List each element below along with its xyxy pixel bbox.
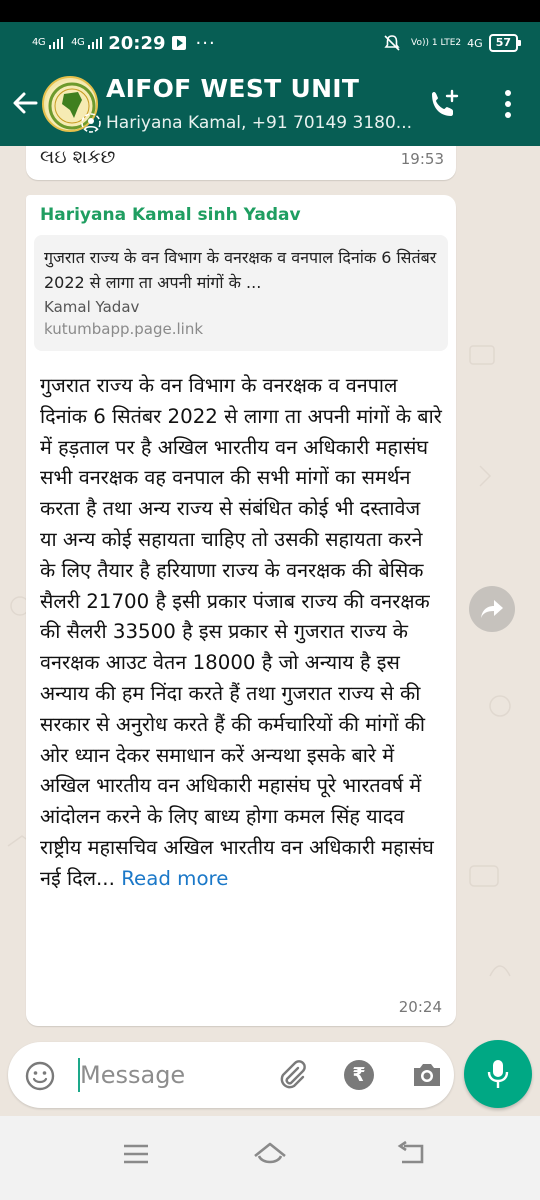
- message-sender[interactable]: Hariyana Kamal sinh Yadav: [40, 205, 301, 225]
- chat-subtitle: Hariyana Kamal, +91 70149 3180...: [106, 113, 412, 133]
- read-more-link[interactable]: Read more: [121, 866, 229, 890]
- signal-bars-icon: [88, 37, 104, 49]
- mute-icon: [383, 34, 401, 52]
- link-preview-url: kutumbapp.page.link: [44, 320, 204, 338]
- media-notification-icon: [172, 36, 186, 50]
- message-composer: [8, 1042, 454, 1108]
- mic-icon: [486, 1058, 510, 1090]
- chat-area[interactable]: [0, 146, 540, 1040]
- back-icon[interactable]: [392, 1136, 432, 1172]
- message-body: [40, 371, 442, 895]
- forward-button[interactable]: [469, 586, 515, 632]
- chat-subtitle-row[interactable]: [80, 112, 412, 134]
- chat-header: [0, 64, 540, 146]
- signal-2: 4G: [71, 37, 85, 48]
- message-input[interactable]: [80, 1056, 260, 1094]
- chat-title[interactable]: AIFOF WEST UNIT: [106, 74, 360, 103]
- emoji-icon[interactable]: [24, 1060, 56, 1092]
- message-time: 20:24: [398, 998, 442, 1016]
- link-preview-title: गुजरात राज्य के वन विभाग के वनरक्षक व वनपाल दिनांक 6 सितंबर 2022 से लागा ता अपनी मांगों के ...: [44, 248, 437, 292]
- previous-message-time: 19:53: [400, 150, 444, 168]
- back-arrow-icon[interactable]: [10, 88, 40, 118]
- message-bubble[interactable]: [26, 195, 456, 1026]
- previous-message-text: લઇ શકછ: [40, 146, 116, 168]
- network-type: 4G: [467, 36, 483, 50]
- volte-indicator: Vo)) 1 LTE2: [411, 37, 462, 48]
- previous-message-bubble[interactable]: [26, 146, 456, 180]
- signal-1: 4G: [32, 37, 46, 48]
- link-preview-author: Kamal Yadav: [44, 298, 140, 316]
- add-call-icon[interactable]: [428, 88, 460, 120]
- recents-icon[interactable]: [116, 1136, 156, 1172]
- system-nav-bar: [0, 1116, 540, 1200]
- home-icon[interactable]: [250, 1136, 290, 1172]
- message-text: गुजरात राज्य के वन विभाग के वनरक्षक व वनपाल दिनांक 6 सितंबर 2022 से लागा ता अपनी मांगों के बारे में हड़ताल पर है अखिल भारतीय वन अधिकारी महासंघ सभी वनरक्षक वह वनपाल की सभी मांगों का समर्थन करता है तथा अन्य राज्य से संबंधित कोई भी दस्तावेज या अन्य कोई सहायता चाहिए तो उसकी सहायता करने के लिए तैयार है हरियाणा राज्य के वनरक्षक की बेसिक सैलरी 21700 है इसी प्रकार पंजाब राज्य की वनरक्षक की सैलरी 33500 है इस प्रकार से गुजरात राज्य के वनरक्षक आउट वेतन 18000 है जो अन्याय है इस अन्याय की हम निंदा करते हैं तथा गुजरात राज्य से की सरकार से अनुरोध करते हैं की कर्मचारियों की मांगों की ओर ध्यान देकर समाधान करें अन्यथा इसके बारे में अखिल भारतीय वन अधिकारी महासंघ पूरे भारतवर्ष में आंदोलन करने के लिए बाध्य होगा कमल सिंह यादव राष्ट्रीय महासचिव अखिल भारतीय वन अधिकारी महासंघ नई दिल...: [40, 374, 442, 890]
- attach-icon[interactable]: [276, 1059, 308, 1091]
- status-more: ···: [195, 32, 216, 54]
- forward-icon: [479, 598, 505, 620]
- group-members-icon: [80, 112, 102, 134]
- status-time: 20:29: [108, 32, 166, 54]
- link-preview[interactable]: [34, 235, 448, 351]
- signal-bars-icon: [49, 37, 65, 49]
- more-menu-icon[interactable]: [496, 88, 520, 120]
- status-bar: [0, 22, 540, 64]
- mic-button[interactable]: [464, 1040, 532, 1108]
- notch-strip: [0, 0, 540, 22]
- camera-icon[interactable]: [411, 1060, 443, 1090]
- rupee-icon[interactable]: ₹: [344, 1060, 374, 1090]
- battery-indicator: 57: [489, 34, 518, 52]
